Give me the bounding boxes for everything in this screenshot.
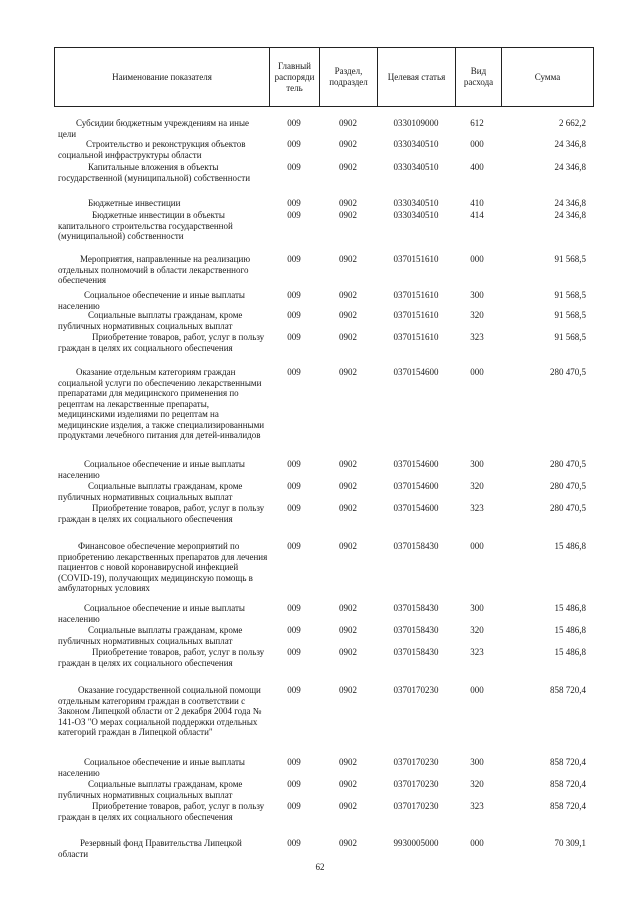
row-name-cell	[58, 685, 268, 738]
row-section: 0902	[339, 647, 357, 657]
row-sum: 24 346,8	[554, 198, 586, 208]
row-name: Социальные выплаты гражданам, кроме публичных нормативных социальных выплат	[58, 779, 243, 800]
row-name-cell	[58, 310, 268, 331]
row-type: 300	[470, 290, 484, 300]
row-article: 0370158430	[393, 603, 439, 613]
row-name-cell	[58, 367, 268, 441]
row-sum: 91 568,5	[554, 310, 586, 320]
row-grbs: 009	[287, 290, 301, 300]
row-section: 0902	[339, 801, 357, 811]
row-grbs: 009	[287, 332, 301, 342]
row-sum: 15 486,8	[554, 541, 586, 551]
row-type: 300	[470, 459, 484, 469]
row-article: 0370154600	[393, 503, 439, 513]
row-name: Приобретение товаров, работ, услуг в пользу граждан в целях их социального обеспечения	[58, 503, 265, 524]
row-section: 0902	[339, 332, 357, 342]
row-article: 0370158430	[393, 647, 439, 657]
row-section: 0902	[339, 481, 357, 491]
row-name: Приобретение товаров, работ, услуг в пользу граждан в целях их социального обеспечения	[58, 332, 265, 353]
row-article: 0370151610	[393, 290, 439, 300]
row-article: 0370170230	[393, 685, 439, 695]
row-article: 0370158430	[393, 625, 439, 635]
row-article: 0370154600	[393, 481, 439, 491]
row-type: 000	[470, 367, 484, 377]
row-name-cell	[58, 503, 268, 524]
row-name: Социальные выплаты гражданам, кроме публичных нормативных социальных выплат	[58, 310, 243, 331]
row-grbs: 009	[287, 210, 301, 220]
header-sum: Сумма	[501, 48, 593, 106]
row-article: 0370154600	[393, 459, 439, 469]
row-grbs: 009	[287, 757, 301, 767]
row-grbs: 009	[287, 139, 301, 149]
row-type: 323	[470, 332, 484, 342]
page-number: 62	[315, 862, 325, 872]
row-name-cell	[58, 481, 268, 502]
row-section: 0902	[339, 459, 357, 469]
row-section: 0902	[339, 254, 357, 264]
row-article: 0330340510	[393, 198, 439, 208]
header-type: Вид расхода	[455, 48, 501, 106]
row-sum: 2 662,2	[559, 118, 586, 128]
row-name-cell	[58, 210, 268, 242]
row-section: 0902	[339, 685, 357, 695]
row-grbs: 009	[287, 162, 301, 172]
row-sum: 280 470,5	[550, 459, 586, 469]
row-type: 612	[470, 118, 484, 128]
row-name: Социальные выплаты гражданам, кроме публичных нормативных социальных выплат	[58, 625, 243, 646]
row-name: Субсидии бюджетным учреждениям на иные цели	[58, 118, 250, 139]
row-name-cell	[58, 603, 268, 624]
row-article: 0370170230	[393, 779, 439, 789]
row-article: 0370154600	[393, 367, 439, 377]
header-name: Наименование показателя	[112, 71, 212, 82]
row-name-cell	[58, 757, 268, 778]
row-section: 0902	[339, 139, 357, 149]
row-section: 0902	[339, 757, 357, 767]
row-name-cell	[58, 332, 268, 353]
row-sum: 280 470,5	[550, 481, 586, 491]
row-section: 0902	[339, 779, 357, 789]
row-article: 0370158430	[393, 541, 439, 551]
row-name-cell	[58, 198, 268, 209]
row-type: 000	[470, 685, 484, 695]
row-sum: 15 486,8	[554, 603, 586, 613]
row-name-cell	[58, 118, 268, 139]
row-grbs: 009	[287, 481, 301, 491]
row-article: 0370170230	[393, 757, 439, 767]
row-name: Резервный фонд Правительства Липецкой области	[58, 838, 242, 859]
row-name: Социальное обеспечение и иные выплаты населению	[58, 757, 245, 778]
row-name: Приобретение товаров, работ, услуг в пользу граждан в целях их социального обеспечения	[58, 647, 265, 668]
row-name: Социальное обеспечение и иные выплаты населению	[58, 603, 245, 624]
row-grbs: 009	[287, 503, 301, 513]
row-name-cell	[58, 541, 268, 594]
row-type: 410	[470, 198, 484, 208]
row-name: Бюджетные инвестиции в объекты капитального строительства государственной (муниципальной) собственности	[58, 210, 233, 241]
row-name-cell	[58, 254, 268, 286]
row-sum: 858 720,4	[550, 685, 586, 695]
row-sum: 70 309,1	[554, 838, 586, 848]
row-grbs: 009	[287, 625, 301, 635]
header-article: Целевая статья	[377, 48, 455, 106]
row-section: 0902	[339, 198, 357, 208]
row-name: Строительство и реконструкция объектов социальной инфраструктуры области	[58, 139, 246, 160]
row-sum: 91 568,5	[554, 254, 586, 264]
row-sum: 15 486,8	[554, 625, 586, 635]
header-grbs: Главный распоряди тель	[269, 48, 319, 106]
row-grbs: 009	[287, 838, 301, 848]
row-grbs: 009	[287, 198, 301, 208]
row-name-cell	[58, 838, 268, 859]
row-name: Бюджетные инвестиции	[88, 198, 181, 208]
row-sum: 858 720,4	[550, 779, 586, 789]
row-section: 0902	[339, 162, 357, 172]
row-name: Оказание отдельным категориям граждан социальной услуги по обеспечению лекарственными препаратами для медицинского применения по рецептам на лекарственные препараты, медицинскими изделиями по рецептам на медицинские изделия, а также специализированными продуктами лечебного питания для детей-инвалидов	[58, 367, 265, 440]
row-article: 0330340510	[393, 210, 439, 220]
row-grbs: 009	[287, 367, 301, 377]
row-grbs: 009	[287, 310, 301, 320]
row-section: 0902	[339, 838, 357, 848]
row-grbs: 009	[287, 459, 301, 469]
row-sum: 24 346,8	[554, 210, 586, 220]
row-sum: 280 470,5	[550, 503, 586, 513]
row-name-cell	[58, 801, 268, 822]
row-sum: 24 346,8	[554, 139, 586, 149]
row-section: 0902	[339, 118, 357, 128]
row-type: 323	[470, 503, 484, 513]
row-type: 300	[470, 757, 484, 767]
row-name: Социальные выплаты гражданам, кроме публичных нормативных социальных выплат	[58, 481, 243, 502]
row-sum: 858 720,4	[550, 757, 586, 767]
row-name: Социальное обеспечение и иные выплаты населению	[58, 290, 245, 311]
row-name: Финансовое обеспечение мероприятий по приобретению лекарственных препаратов для лечения пациентов с новой коронавирусной инфекцией (COVID-19), получающих медицинскую помощь в амбулаторных условиях	[58, 541, 268, 593]
row-type: 320	[470, 481, 484, 491]
row-article: 0370170230	[393, 801, 439, 811]
row-type: 000	[470, 139, 484, 149]
row-type: 000	[470, 838, 484, 848]
row-grbs: 009	[287, 647, 301, 657]
row-name-cell	[58, 625, 268, 646]
row-type: 000	[470, 254, 484, 264]
row-section: 0902	[339, 625, 357, 635]
row-name: Капитальные вложения в объекты государственной (муниципальной) собственности	[58, 162, 251, 183]
row-section: 0902	[339, 503, 357, 513]
row-section: 0902	[339, 603, 357, 613]
row-sum: 91 568,5	[554, 332, 586, 342]
row-grbs: 009	[287, 118, 301, 128]
row-grbs: 009	[287, 779, 301, 789]
row-name-cell	[58, 459, 268, 480]
row-name-cell	[58, 779, 268, 800]
row-grbs: 009	[287, 254, 301, 264]
row-type: 320	[470, 625, 484, 635]
row-sum: 15 486,8	[554, 647, 586, 657]
row-type: 320	[470, 310, 484, 320]
row-article: 0330109000	[393, 118, 439, 128]
row-sum: 858 720,4	[550, 801, 586, 811]
row-name: Социальное обеспечение и иные выплаты населению	[58, 459, 245, 480]
row-grbs: 009	[287, 603, 301, 613]
row-name: Мероприятия, направленные на реализацию отдельных полномочий в области лекарственного обеспечения	[58, 254, 251, 285]
row-name-cell	[58, 139, 268, 160]
row-section: 0902	[339, 367, 357, 377]
row-article: 9930005000	[393, 838, 439, 848]
row-article: 0370151610	[393, 332, 439, 342]
row-type: 323	[470, 647, 484, 657]
row-grbs: 009	[287, 801, 301, 811]
row-grbs: 009	[287, 685, 301, 695]
row-article: 0370151610	[393, 254, 439, 264]
row-section: 0902	[339, 210, 357, 220]
row-grbs: 009	[287, 541, 301, 551]
row-name-cell	[58, 162, 268, 183]
row-sum: 24 346,8	[554, 162, 586, 172]
row-sum: 280 470,5	[550, 367, 586, 377]
row-name: Приобретение товаров, работ, услуг в пользу граждан в целях их социального обеспечения	[58, 801, 265, 822]
header-section: Раздел, подраздел	[319, 48, 377, 106]
row-name-cell	[58, 290, 268, 311]
row-sum: 91 568,5	[554, 290, 586, 300]
row-article: 0370151610	[393, 310, 439, 320]
row-type: 323	[470, 801, 484, 811]
row-type: 000	[470, 541, 484, 551]
row-type: 414	[470, 210, 484, 220]
row-name-cell	[58, 647, 268, 668]
row-article: 0330340510	[393, 162, 439, 172]
row-type: 320	[470, 779, 484, 789]
row-section: 0902	[339, 310, 357, 320]
row-type: 400	[470, 162, 484, 172]
row-section: 0902	[339, 290, 357, 300]
row-section: 0902	[339, 541, 357, 551]
row-type: 300	[470, 603, 484, 613]
row-article: 0330340510	[393, 139, 439, 149]
row-name: Оказание государственной социальной помощи отдельным категориям граждан в соответствии с Законом Липецкой области от 2 декабря 2004 года № 141-ОЗ "О мерах социальной поддержки отдельных категорий граждан в Липецкой области"	[58, 685, 262, 737]
